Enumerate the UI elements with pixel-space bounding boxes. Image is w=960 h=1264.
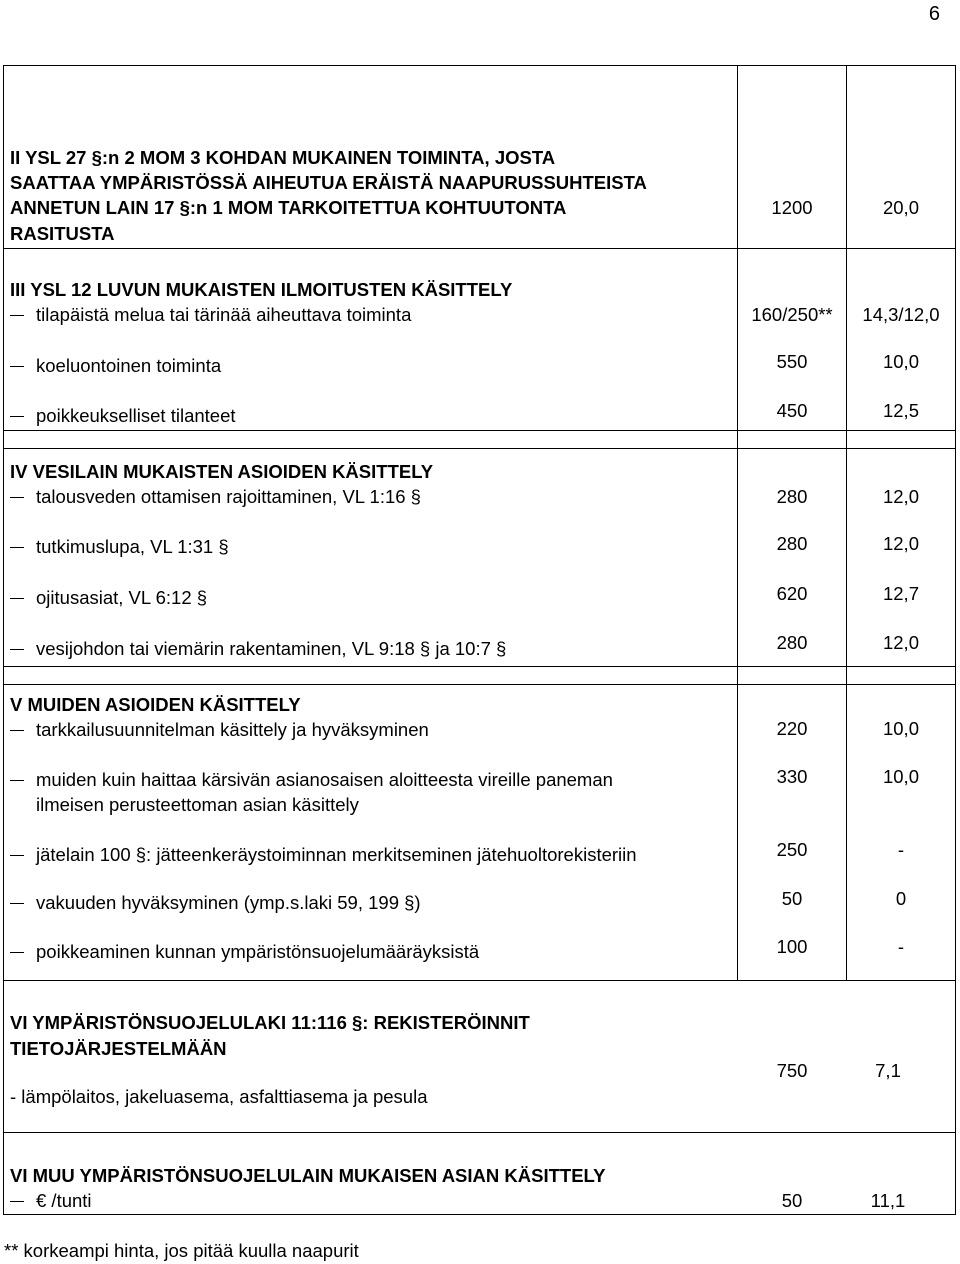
section-5-item-value-2: - <box>897 936 905 957</box>
section-7-item: € /tunti <box>36 1190 92 1211</box>
dash-bullet <box>10 366 24 367</box>
section-4-item-value-2: 12,0 <box>882 632 919 653</box>
section-5-item-value-2: 10,0 <box>882 766 919 787</box>
dash-bullet <box>10 903 24 904</box>
dash-bullet <box>10 547 24 548</box>
footnote: ** korkeampi hinta, jos pitää kuulla naapurit <box>4 1240 359 1261</box>
section-3-heading: III YSL 12 LUVUN MUKAISTEN ILMOITUSTEN KÄSITTELY <box>10 279 513 300</box>
section-3-item-value-1: 160/250** <box>751 304 833 325</box>
section-3-item-label: koeluontoinen toiminta <box>36 355 222 376</box>
section-5-item-value-1: 250 <box>776 839 808 860</box>
dash-bullet <box>10 649 24 650</box>
section-7-value-1: 50 <box>781 1190 803 1211</box>
row-divider <box>3 448 956 449</box>
section-3-item-value-2: 10,0 <box>882 351 919 372</box>
section-5-item-label: muiden kuin haittaa kärsivän asianosaisen aloitteesta vireille paneman <box>36 769 613 790</box>
section-4-item-value-1: 620 <box>776 583 808 604</box>
section-6-heading-line: TIETOJÄRJESTELMÄÄN <box>10 1038 227 1059</box>
section-5-item-value-2: 10,0 <box>882 718 919 739</box>
section-2-value-1: 1200 <box>771 197 813 218</box>
row-divider <box>3 1132 956 1133</box>
dash-bullet <box>10 952 24 953</box>
section-5-item-value-1: 100 <box>776 936 808 957</box>
dash-bullet <box>10 598 24 599</box>
row-divider <box>3 684 956 685</box>
section-2-heading-line: SAATTAA YMPÄRISTÖSSÄ AIHEUTUA ERÄISTÄ NAAPURUSSUHTEISTA <box>10 172 647 193</box>
dash-bullet <box>10 315 24 316</box>
section-3-item-label: tilapäistä melua tai tärinää aiheuttava toiminta <box>36 304 412 325</box>
section-3-item-value-1: 550 <box>776 351 808 372</box>
section-2-heading-line: II YSL 27 §:n 2 MOM 3 KOHDAN MUKAINEN TOIMINTA, JOSTA <box>10 147 556 168</box>
section-4-item-label: vesijohdon tai viemärin rakentaminen, VL 9:18 § ja 10:7 § <box>36 638 507 659</box>
section-4-item-value-2: 12,7 <box>882 583 919 604</box>
section-4-item-label: talousveden ottamisen rajoittaminen, VL 1:16 § <box>36 486 421 507</box>
dash-bullet <box>10 730 24 731</box>
section-4-item-value-1: 280 <box>776 632 808 653</box>
section-2-heading-line: RASITUSTA <box>10 223 115 244</box>
section-4-item-value-2: 12,0 <box>882 533 919 554</box>
row-divider <box>3 666 956 667</box>
section-5-item-label: poikkeaminen kunnan ympäristönsuojelumääräyksistä <box>36 941 480 962</box>
section-5-item-value-2: - <box>897 839 905 860</box>
section-3-item-value-2: 12,5 <box>882 400 919 421</box>
section-2-heading-line: ANNETUN LAIN 17 §:n 1 MOM TARKOITETTUA KOHTUUTONTA <box>10 197 567 218</box>
row-divider <box>3 248 956 249</box>
dash-bullet <box>10 855 24 856</box>
section-2-value-2: 20,0 <box>882 197 919 218</box>
section-3-item-value-1: 450 <box>776 400 808 421</box>
row-divider <box>3 980 956 981</box>
section-6-item: - lämpölaitos, jakeluasema, asfalttiasema ja pesula <box>10 1086 428 1107</box>
section-5-item-value-2: 0 <box>895 888 907 909</box>
section-6-heading-line: VI YMPÄRISTÖNSUOJELULAKI 11:116 §: REKISTERÖINNIT <box>10 1012 530 1033</box>
section-5-item-value-1: 220 <box>776 718 808 739</box>
section-3-item-label: poikkeukselliset tilanteet <box>36 405 236 426</box>
section-6-value-2: 7,1 <box>875 1060 901 1081</box>
dash-bullet <box>10 1201 24 1202</box>
section-5-item-label: jätelain 100 §: jätteenkeräystoiminnan merkitseminen jätehuoltorekisteriin <box>36 844 637 865</box>
section-5-item-label: vakuuden hyväksyminen (ymp.s.laki 59, 199 §) <box>36 892 421 913</box>
table-border-left <box>3 65 4 1215</box>
section-3-item-value-2: 14,3/12,0 <box>862 304 940 325</box>
section-4-heading: IV VESILAIN MUKAISTEN ASIOIDEN KÄSITTELY <box>10 461 434 482</box>
table-border-top <box>3 65 956 66</box>
section-5-item-label: ilmeisen perusteettoman asian käsittely <box>36 794 359 815</box>
section-4-item-value-1: 280 <box>776 486 808 507</box>
dash-bullet <box>10 497 24 498</box>
section-6-value-1: 750 <box>776 1060 808 1081</box>
section-5-item-value-1: 330 <box>776 766 808 787</box>
page-number: 6 <box>928 3 940 25</box>
section-5-heading: V MUIDEN ASIOIDEN KÄSITTELY <box>10 694 301 715</box>
table-border-right <box>955 65 956 1215</box>
section-4-item-label: ojitusasiat, VL 6:12 § <box>36 587 208 608</box>
section-4-item-label: tutkimuslupa, VL 1:31 § <box>36 536 229 557</box>
section-4-item-value-2: 12,0 <box>882 486 919 507</box>
dash-bullet <box>10 780 24 781</box>
row-divider <box>3 430 956 431</box>
section-5-item-value-1: 50 <box>781 888 803 909</box>
dash-bullet <box>10 416 24 417</box>
section-7-value-2: 11,1 <box>870 1190 906 1211</box>
table-border-bottom <box>3 1214 956 1215</box>
section-5-item-label: tarkkailusuunnitelman käsittely ja hyväksyminen <box>36 719 429 740</box>
section-7-heading: VI MUU YMPÄRISTÖNSUOJELULAIN MUKAISEN ASIAN KÄSITTELY <box>10 1165 606 1186</box>
section-4-item-value-1: 280 <box>776 533 808 554</box>
